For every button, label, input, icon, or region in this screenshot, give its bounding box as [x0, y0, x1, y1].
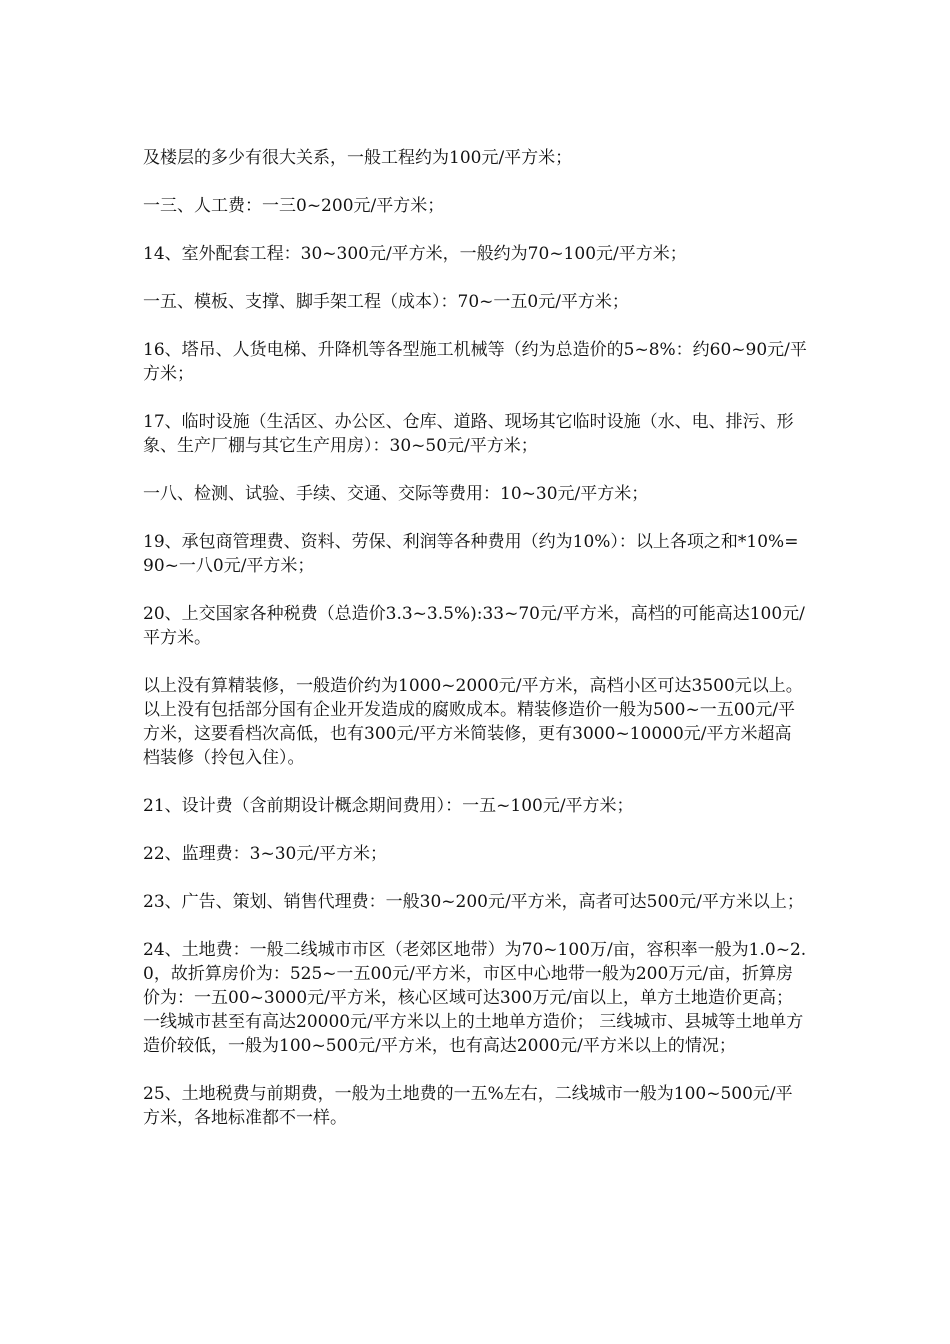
- paragraph-building-floors: 及楼层的多少有很大关系，一般工程约为100元/平方米；: [143, 148, 573, 168]
- paragraph-outdoor-works: 14、室外配套工程：30~300元/平方米，一般约为70~100元/平方米；: [143, 244, 687, 264]
- paragraph-temporary-facilities: 17、临时设施（生活区、办公区、仓库、道路、现场其它临时设施（水、电、排污、形象、生产厂棚与其它生产用房）：30~50元/平方米；: [143, 412, 794, 456]
- paragraph-land-fee: 24、土地费：一般二线城市市区（老郊区地带）为70~100万/亩，容积率一般为1.0~2.0，故折算房价为：525~一五00元/平方米，市区中心地带一般为200万元/亩，折算房价为：一五00~3000元/平方米，核心区域可达300万元/亩以上，单方土地造价更高；一线城市甚至有高达20000元/平方米以上的土地单方造价； 三线城市、县城等土地单方造价较低，一般为100~500元/平方米，也有高达2000元/平方米以上的情况；: [143, 940, 807, 1056]
- paragraph-supervision-fee: 22、监理费：3~30元/平方米；: [143, 844, 388, 864]
- paragraph-contractor-management: 19、承包商管理费、资料、劳保、利润等各种费用（约为10%）：以上各项之和*10%=90~一八0元/平方米；: [143, 532, 799, 576]
- paragraph-machinery: 16、塔吊、人货电梯、升降机等各型施工机械等（约为总造价的5~8%：约60~90元/平方米；: [143, 340, 807, 384]
- paragraph-advertising-fee: 23、广告、策划、销售代理费：一般30~200元/平方米，高者可达500元/平方米以上；: [143, 892, 804, 912]
- paragraph-formwork: 一五、模板、支撑、脚手架工程（成本）：70~一五0元/平方米；: [143, 292, 629, 312]
- paragraph-design-fee: 21、设计费（含前期设计概念期间费用）：一五~100元/平方米；: [143, 796, 634, 816]
- paragraph-labor-cost: 一三、人工费：一三0~200元/平方米；: [143, 196, 445, 216]
- paragraph-decoration-summary: 以上没有算精装修，一般造价约为1000~2000元/平方米，高档小区可达3500元以上。以上没有包括部分国有企业开发造成的腐败成本。精装修造价一般为500~一五00元/平方米，这要看档次高低，也有300元/平方米简装修，更有3000~10000元/平方米超高档装修（拎包入住）。: [143, 676, 803, 768]
- paragraph-testing-fees: 一八、检测、试验、手续、交通、交际等费用：10~30元/平方米；: [143, 484, 649, 504]
- paragraph-taxes: 20、上交国家各种税费（总造价3.3~3.5%):33~70元/平方米，高档的可能高达100元/平方米。: [143, 604, 805, 648]
- document-body: [143, 146, 808, 1154]
- paragraph-land-taxes: 25、土地税费与前期费，一般为土地费的一五%左右，二线城市一般为100~500元/平方米，各地标准都不一样。: [143, 1084, 793, 1128]
